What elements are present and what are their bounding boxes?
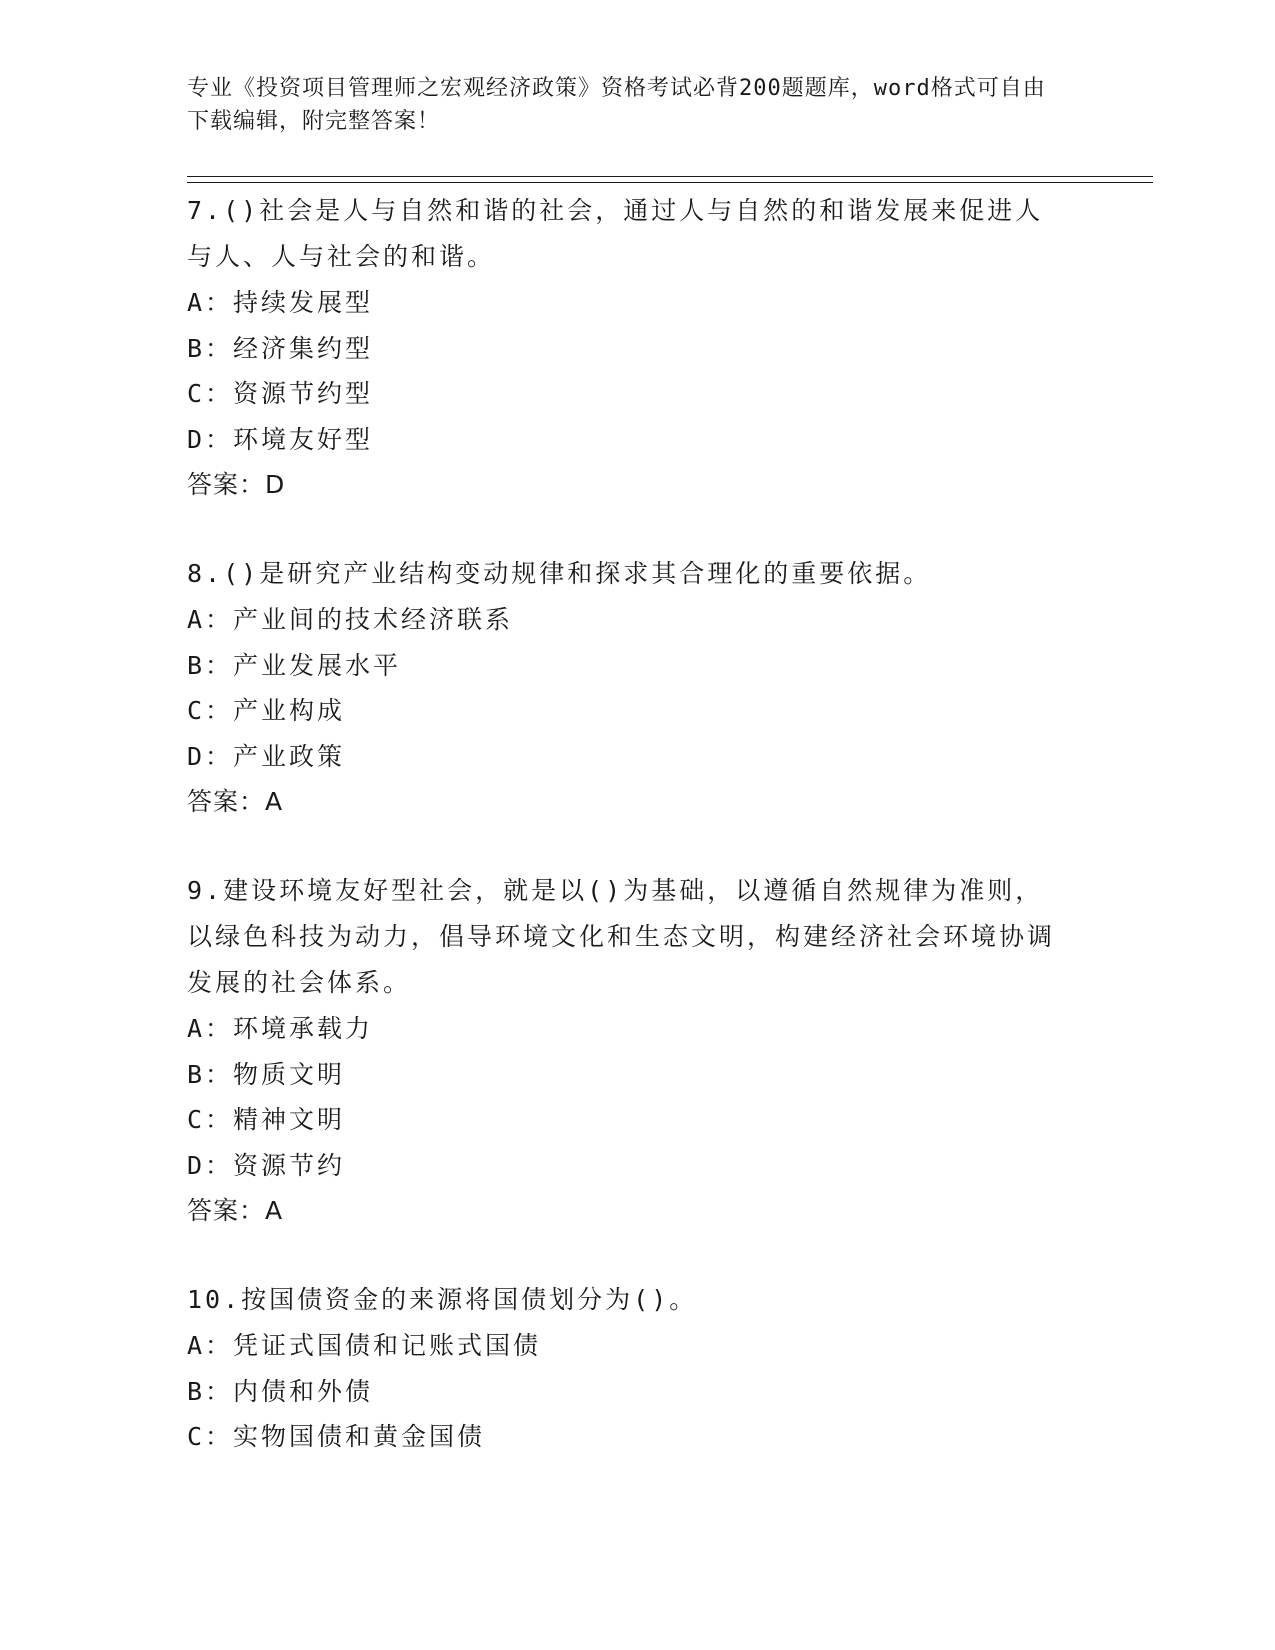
question-stem: 10.按国债资金的来源将国债划分为()。 (187, 1285, 698, 1314)
document-intro: 专业《投资项目管理师之宏观经济政策》资格考试必背200题题库，word格式可自由下载编辑，附完整答案！ (187, 76, 1046, 134)
question-stem: 7.()社会是人与自然和谐的社会，通过人与自然的和谐发展来促进人与人、人与社会的和谐。 (187, 196, 1044, 271)
answer-line: 答案：A (187, 787, 284, 816)
option-c: C：产业构成 (187, 696, 346, 725)
option-c: C：实物国债和黄金国债 (187, 1422, 486, 1451)
answer-line: 答案：D (187, 470, 286, 499)
option-d: D：资源节约 (187, 1150, 346, 1180)
question-9 (187, 868, 1067, 1233)
option-a: A：产业间的技术经济联系 (187, 605, 514, 634)
question-7 (187, 188, 1067, 507)
option-a: A：环境承载力 (187, 1014, 374, 1043)
header-divider (187, 176, 1153, 183)
answer-line: 答案：A (187, 1196, 284, 1225)
option-b: B：产业发展水平 (187, 650, 402, 680)
question-stem: 8.()是研究产业结构变动规律和探求其合理化的重要依据。 (187, 559, 932, 588)
option-b: B：物质文明 (187, 1059, 346, 1089)
question-stem: 9.建设环境友好型社会，就是以()为基础，以遵循自然规律为准则，以绿色科技为动力，倡导环境文化和生态文明，构建经济社会环境协调发展的社会体系。 (187, 876, 1056, 997)
option-c: C：资源节约型 (187, 379, 374, 408)
option-b: B：内债和外债 (187, 1376, 374, 1406)
question-10 (187, 1277, 1067, 1460)
option-b: B：经济集约型 (187, 333, 374, 363)
option-a: A：凭证式国债和记账式国债 (187, 1331, 542, 1360)
option-c: C：精神文明 (187, 1105, 346, 1134)
question-list (187, 188, 1067, 1504)
question-8 (187, 551, 1067, 824)
option-a: A：持续发展型 (187, 288, 374, 317)
option-d: D：环境友好型 (187, 424, 374, 454)
option-d: D：产业政策 (187, 741, 346, 771)
